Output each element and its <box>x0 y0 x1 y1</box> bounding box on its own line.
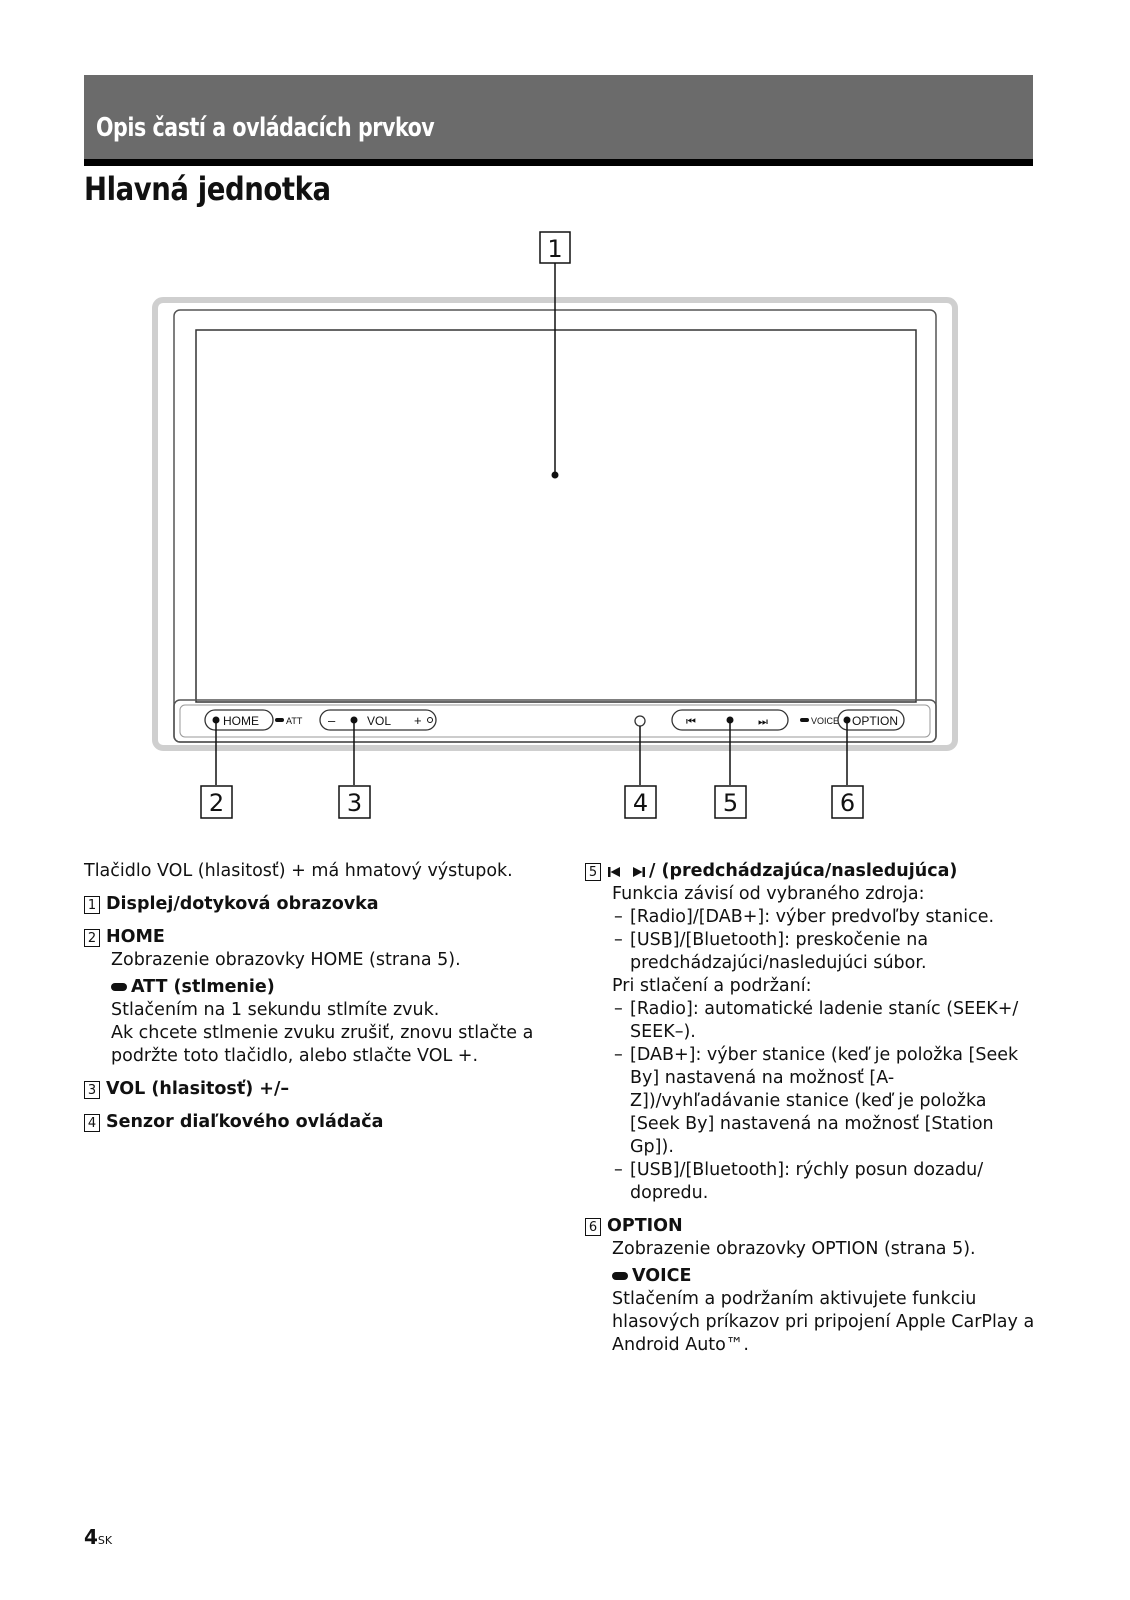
item-1 <box>84 893 544 916</box>
item-2 <box>84 926 544 949</box>
intro-text: Tlačidlo VOL (hlasitosť) + má hmatový výstupok. <box>84 861 513 881</box>
svg-text:5: 5 <box>722 789 739 817</box>
svg-text:4: 4 <box>632 789 649 817</box>
prev-next-icon <box>607 864 647 880</box>
item-sub-line: Stlačením na 1 sekundu stlmíte zvuk. <box>111 1000 440 1020</box>
list-item: – [Radio]/[DAB+]: výber predvoľby stanice. <box>612 906 1035 929</box>
item-subtitle: VOICE <box>585 1265 1035 1288</box>
item-number: 6 <box>585 1218 601 1236</box>
item-number: 4 <box>84 1114 100 1132</box>
callout-5 <box>715 786 746 818</box>
att-label: ATT <box>286 716 303 726</box>
item-number: 2 <box>84 929 100 947</box>
hold-list <box>585 998 1035 1205</box>
page-number: 4SK <box>84 1525 113 1549</box>
item-number: 5 <box>585 863 601 881</box>
item-6 <box>585 1215 1035 1238</box>
list-item: – [USB]/[Bluetooth]: rýchly posun dozadu/ dopredu. <box>612 1159 1035 1205</box>
item-title: HOME <box>106 927 165 947</box>
item-5 <box>585 860 1035 883</box>
right-column <box>585 860 1035 1357</box>
svg-text:6: 6 <box>839 789 856 817</box>
section-title: Opis častí a ovládacích prvkov <box>96 113 435 143</box>
home-button-label: HOME <box>223 714 259 728</box>
list-item: – [USB]/[Bluetooth]: preskočenie na predchádzajúci/nasledujúci súbor. <box>612 929 1035 975</box>
option-button-label: OPTION <box>852 714 899 728</box>
item-number: 1 <box>84 896 100 914</box>
item-desc: Zobrazenie obrazovky HOME (strana 5). <box>111 950 461 970</box>
voice-label: VOICE <box>811 716 840 726</box>
item-sub-line: Ak chcete stlmenie zvuku zrušiť, znovu stlačte a podržte toto tlačidlo, alebo stlačte VOL +. <box>111 1023 534 1066</box>
item-title: OPTION <box>607 1216 683 1236</box>
item-desc: Pri stlačení a podržaní: <box>612 976 812 996</box>
vol-plus-label: + <box>414 713 422 728</box>
item-desc: Funkcia závisí od vybraného zdroja: <box>612 884 925 904</box>
vol-label: VOL <box>367 714 392 728</box>
item-number: 3 <box>84 1081 100 1099</box>
svg-text:1: 1 <box>547 235 563 263</box>
page-lang: SK <box>97 1534 113 1547</box>
svg-text:3: 3 <box>346 789 363 817</box>
item-title: Displej/dotyková obrazovka <box>106 894 379 914</box>
pill-icon <box>612 1272 628 1280</box>
pill-icon <box>111 983 127 991</box>
item-title: / (predchádzajúca/nasledujúca) <box>649 861 958 881</box>
prev-icon: ⏮ <box>686 715 696 728</box>
item-4 <box>84 1111 544 1134</box>
callout-6 <box>832 786 863 818</box>
left-column <box>84 860 544 1134</box>
item-subtitle: ATT (stlmenie) <box>84 976 544 999</box>
vol-minus-label: – <box>328 713 336 728</box>
list-item: – [DAB+]: výber stanice (keď je položka [Seek By] nastavená na možnosť [A-Z])/vyhľadávanie stanice (keď je položka [Seek By] nastavená na možnosť [Station Gp]). <box>612 1044 1035 1159</box>
callout-4 <box>625 786 656 818</box>
svg-text:2: 2 <box>208 789 225 817</box>
callout-3 <box>339 786 370 818</box>
source-list <box>585 906 1035 975</box>
item-desc: Zobrazenie obrazovky OPTION (strana 5). <box>612 1239 976 1259</box>
item-title: VOL (hlasitosť) +/– <box>106 1079 290 1099</box>
callout-2 <box>201 786 232 818</box>
item-sub-line: Stlačením a podržaním aktivujete funkciu hlasových príkazov pri pripojení Apple CarPlay a Android Auto™. <box>612 1289 1035 1355</box>
next-icon: ⏭ <box>758 715 768 728</box>
page-title: Hlavná jednotka <box>84 170 331 208</box>
item-title: Senzor diaľkového ovládača <box>106 1112 384 1132</box>
list-item: – [Radio]: automatické ladenie staníc (SEEK+/ SEEK–). <box>612 998 1035 1044</box>
callout-1 <box>540 232 570 263</box>
item-3 <box>84 1078 544 1101</box>
